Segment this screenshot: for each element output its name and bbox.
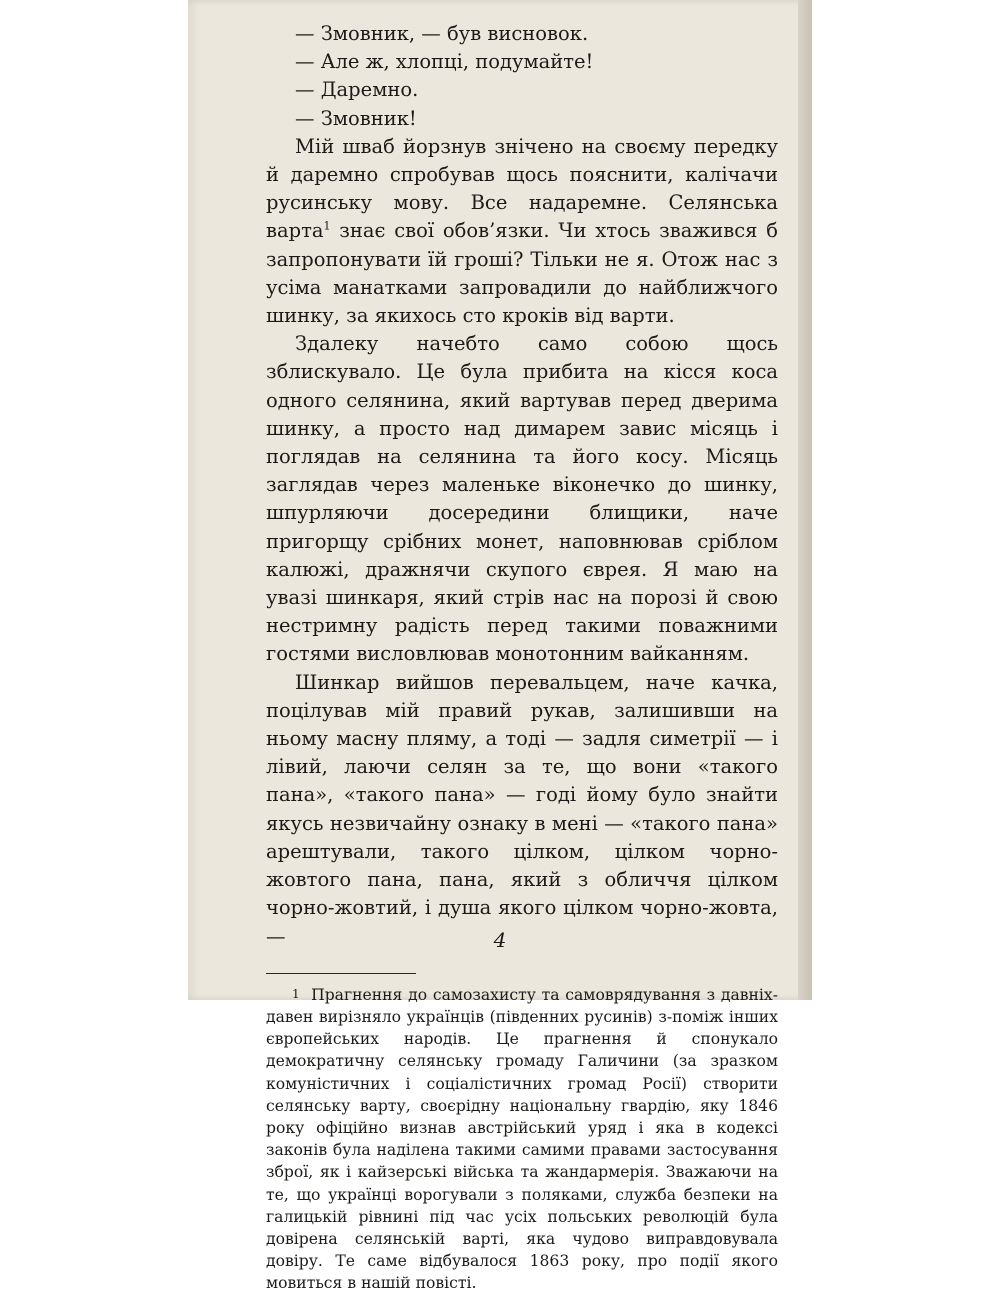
paragraph-text: Мій шваб йорзнув знічено на своєму передку й даремно спробував щось пояснити, калічачи русинську мову. Все надаремне. Селянська варта (266, 134, 778, 243)
book-page (188, 0, 812, 1293)
dialogue-line: — Змовник! (295, 106, 417, 130)
paragraph: Шинкар вийшов перевальцем, наче качка, поцілував мій правий рукав, залишивши на ньому масну пляму, а тоді — задля симетрії — і лівий, лаючи селян за те, що вони «такого пана», «такого пана» — годі йому було знайти якусь незвичайну ознаку в мені — «такого пана» арештували, такого цілком, цілком чорно-жовтого пана, пана, який з обличчя цілком чорно-жовтий, і душа якого цілком чорно-жовта, — (266, 670, 778, 948)
page-number: 4 (493, 928, 507, 952)
main-text (266, 20, 778, 951)
page-edge-shadow (798, 0, 812, 1000)
page-text-block (266, 20, 778, 1295)
paragraph: Здалеку начебто само собою щось зблискувало. Це була прибита на кісся коса одного селянина, який вартував перед дверима шинку, а просто над димарем завис місяць і поглядав на селянина та його косу. Місяць заглядав через маленьке віконечко до шинку, шпурляючи досередини блищики, наче пригорщу срібних монет, наповнював сріблом калюжі, дражнячи скупого єврея. Я маю на увазі шинкаря, який стрів нас на порозі й свою нестримну радість перед такими поважними гостями висловлював монотонним вайканням. (266, 332, 778, 666)
footnote-reference: 1 (323, 219, 331, 233)
paragraph-text: знає свої обов’язки. Чи хтось зважився б запропонувати їй гроші? Тільки не я. Отож нас з усіма манатками запровадили до найближчого шинку, за якихось сто кроків від варти. (266, 219, 778, 328)
dialogue-line: — Даремно. (295, 78, 419, 102)
footnote-divider (266, 973, 416, 974)
dialogue-line: — Але ж, хлопці, подумайте! (295, 50, 594, 74)
footnote-text: Прагнення до самозахисту та самоврядування з давніх-давен вирізняло українців (південних русинів) з-поміж інших європейських народів. Це прагнення й спонукало демократичну селянську громаду Галичини (за зразком комуністичних і соціалістичних громад Росії) створити селянську варту, своєрідну національну гвардію, яку 1846 року офіційно визнав австрійський уряд і яка в кодексі законів була наділена такими самими правами застосування зброї, як і кайзерські війська та жандармерія. Зважаючи на те, що українці ворогували з поляками, служба безпеки на галицькій рівнині під час усіх польських революцій була довірена селянській варті, яка чудово виправдовувала довіру. Те саме відбувалося 1863 року, про події якого мовиться в нашій повісті. (266, 985, 778, 1293)
footnote (266, 983, 778, 1295)
dialogue-line: — Змовник, — був висновок. (295, 22, 589, 45)
footnote-marker: 1 (292, 986, 300, 1001)
paragraph (266, 133, 778, 330)
